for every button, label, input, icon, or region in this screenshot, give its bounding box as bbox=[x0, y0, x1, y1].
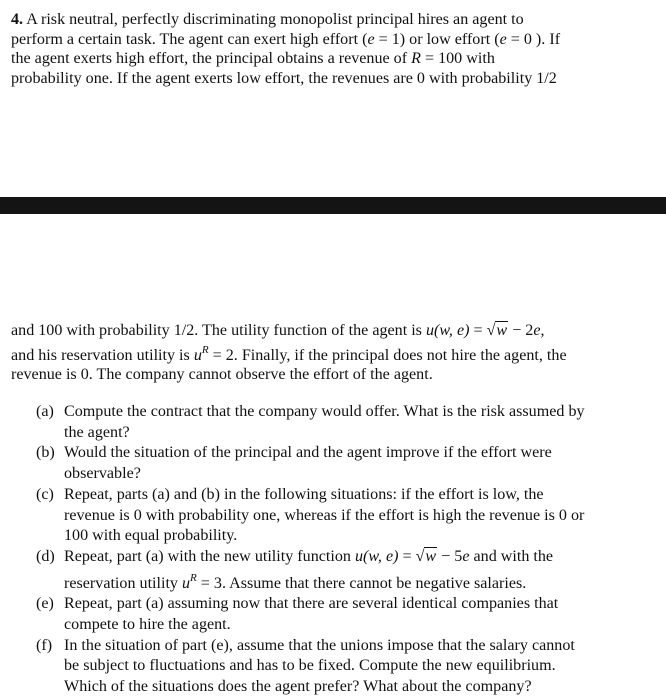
sub-question-line: observable? bbox=[64, 465, 141, 483]
problem-intro bbox=[11, 10, 659, 88]
sub-question-label: (b) bbox=[36, 444, 55, 462]
intro-line-4: probability one. If the agent exerts low effort, the revenues are 0 with probability 1/2 bbox=[11, 69, 557, 87]
equals-sign: = bbox=[398, 547, 416, 565]
sub-question-line: In the situation of part (e), assume that the unions impose that the salary cannot bbox=[64, 636, 575, 654]
sub-question-line: Repeat, part (a) assuming now that there are several identical companies that bbox=[64, 595, 559, 613]
sub-question-a bbox=[0, 402, 666, 443]
equals-sign: = bbox=[469, 322, 487, 339]
sub-question-c bbox=[0, 485, 666, 547]
sub-question-line: be subject to fluctuations and has to be fixed. Compute the new equilibrium. bbox=[64, 657, 556, 675]
intro-line-1 bbox=[11, 10, 659, 30]
wage-symbol: w bbox=[496, 322, 508, 339]
sub-question-label: (e) bbox=[36, 595, 54, 613]
sub-question-line bbox=[64, 568, 666, 595]
sub-question-line: the agent? bbox=[64, 423, 130, 441]
sub-question-label: (c) bbox=[36, 485, 54, 503]
sub-question-line: Would the situation of the principal and the agent improve if the effort were bbox=[64, 444, 552, 462]
problem-continuation bbox=[11, 321, 659, 385]
sub-question-label: (a) bbox=[36, 403, 54, 420]
sub-question-line: Compute the contract that the company would offer. What is the risk assumed by bbox=[64, 403, 585, 420]
part-d-text-c: and with the bbox=[469, 547, 554, 565]
sub-question-d bbox=[0, 547, 666, 594]
part-d-text-r-a: reservation utility bbox=[64, 574, 182, 592]
sub-question-line: Repeat, parts (a) and (b) in the following situations: if the effort is low, the bbox=[64, 485, 544, 503]
effort-symbol: e bbox=[367, 30, 375, 48]
revenue-symbol: R bbox=[411, 50, 421, 67]
continuation-line-2-text-b: = 2. Finally, if the principal does not hire the agent, the bbox=[208, 346, 567, 364]
minus-term: − 2 bbox=[508, 322, 534, 339]
sqrt-sign: √ bbox=[486, 322, 496, 339]
sub-question-label: (d) bbox=[36, 547, 55, 565]
reservation-superscript: R bbox=[190, 571, 197, 584]
part-d-text-a: Repeat, part (a) with the new utility function bbox=[64, 547, 355, 565]
effort-symbol: e bbox=[499, 30, 507, 48]
sqrt-sign: √ bbox=[415, 547, 425, 565]
reservation-superscript: R bbox=[201, 343, 209, 356]
intro-line-1-text: A risk neutral, perfectly discriminating monopolist principal hires an agent to bbox=[26, 11, 524, 28]
effort-symbol: e bbox=[462, 547, 470, 565]
sub-question-line bbox=[64, 547, 666, 568]
sub-question-label: (f) bbox=[36, 636, 53, 654]
utility-function: u(w, e) bbox=[425, 322, 470, 339]
sub-question-e bbox=[0, 594, 666, 635]
sub-question-line: compete to hire the agent. bbox=[64, 616, 231, 634]
effort-symbol: e bbox=[533, 322, 541, 339]
intro-line-3 bbox=[11, 49, 659, 69]
intro-line-3-text-a: the agent exerts high effort, the principal obtains a revenue of bbox=[11, 50, 412, 67]
wage-symbol: w bbox=[425, 547, 437, 565]
sub-questions-list bbox=[0, 402, 666, 698]
utility-function: u(w, e) bbox=[354, 547, 399, 565]
intro-line-2 bbox=[11, 30, 659, 50]
continuation-line-3: revenue is 0. The company cannot observe the effort of the agent. bbox=[11, 366, 433, 383]
comma: , bbox=[540, 322, 545, 339]
problem-number: 4. bbox=[11, 11, 24, 28]
continuation-line-2 bbox=[11, 341, 659, 366]
page-break-bar bbox=[0, 197, 666, 214]
sub-question-line: 100 with equal probability. bbox=[64, 527, 238, 545]
intro-line-2-text-a: perform a certain task. The agent can exert high effort ( bbox=[11, 30, 368, 48]
sub-question-line: revenue is 0 with probability one, whereas if the effort is high the revenue is 0 or bbox=[64, 506, 585, 524]
intro-line-2-text-b: = 1) or low effort ( bbox=[374, 30, 500, 48]
continuation-line-1-text-a: and 100 with probability 1/2. The utility function of the agent is bbox=[11, 322, 426, 339]
minus-term: − 5 bbox=[437, 547, 463, 565]
reservation-utility-symbol: u bbox=[193, 346, 202, 364]
reservation-utility-symbol: u bbox=[182, 574, 191, 592]
sub-question-b bbox=[0, 443, 666, 484]
intro-line-2-text-c: = 0 ). If bbox=[506, 30, 561, 48]
continuation-line-1 bbox=[11, 321, 659, 341]
part-d-text-r-b: = 3. Assume that there cannot be negative salaries. bbox=[196, 574, 527, 592]
sub-question-f bbox=[0, 636, 666, 698]
intro-line-3-text-b: = 100 with bbox=[420, 50, 495, 67]
sub-question-line: Which of the situations does the agent prefer? What about the company? bbox=[64, 678, 532, 696]
continuation-line-2-text-a: and his reservation utility is bbox=[11, 346, 194, 364]
